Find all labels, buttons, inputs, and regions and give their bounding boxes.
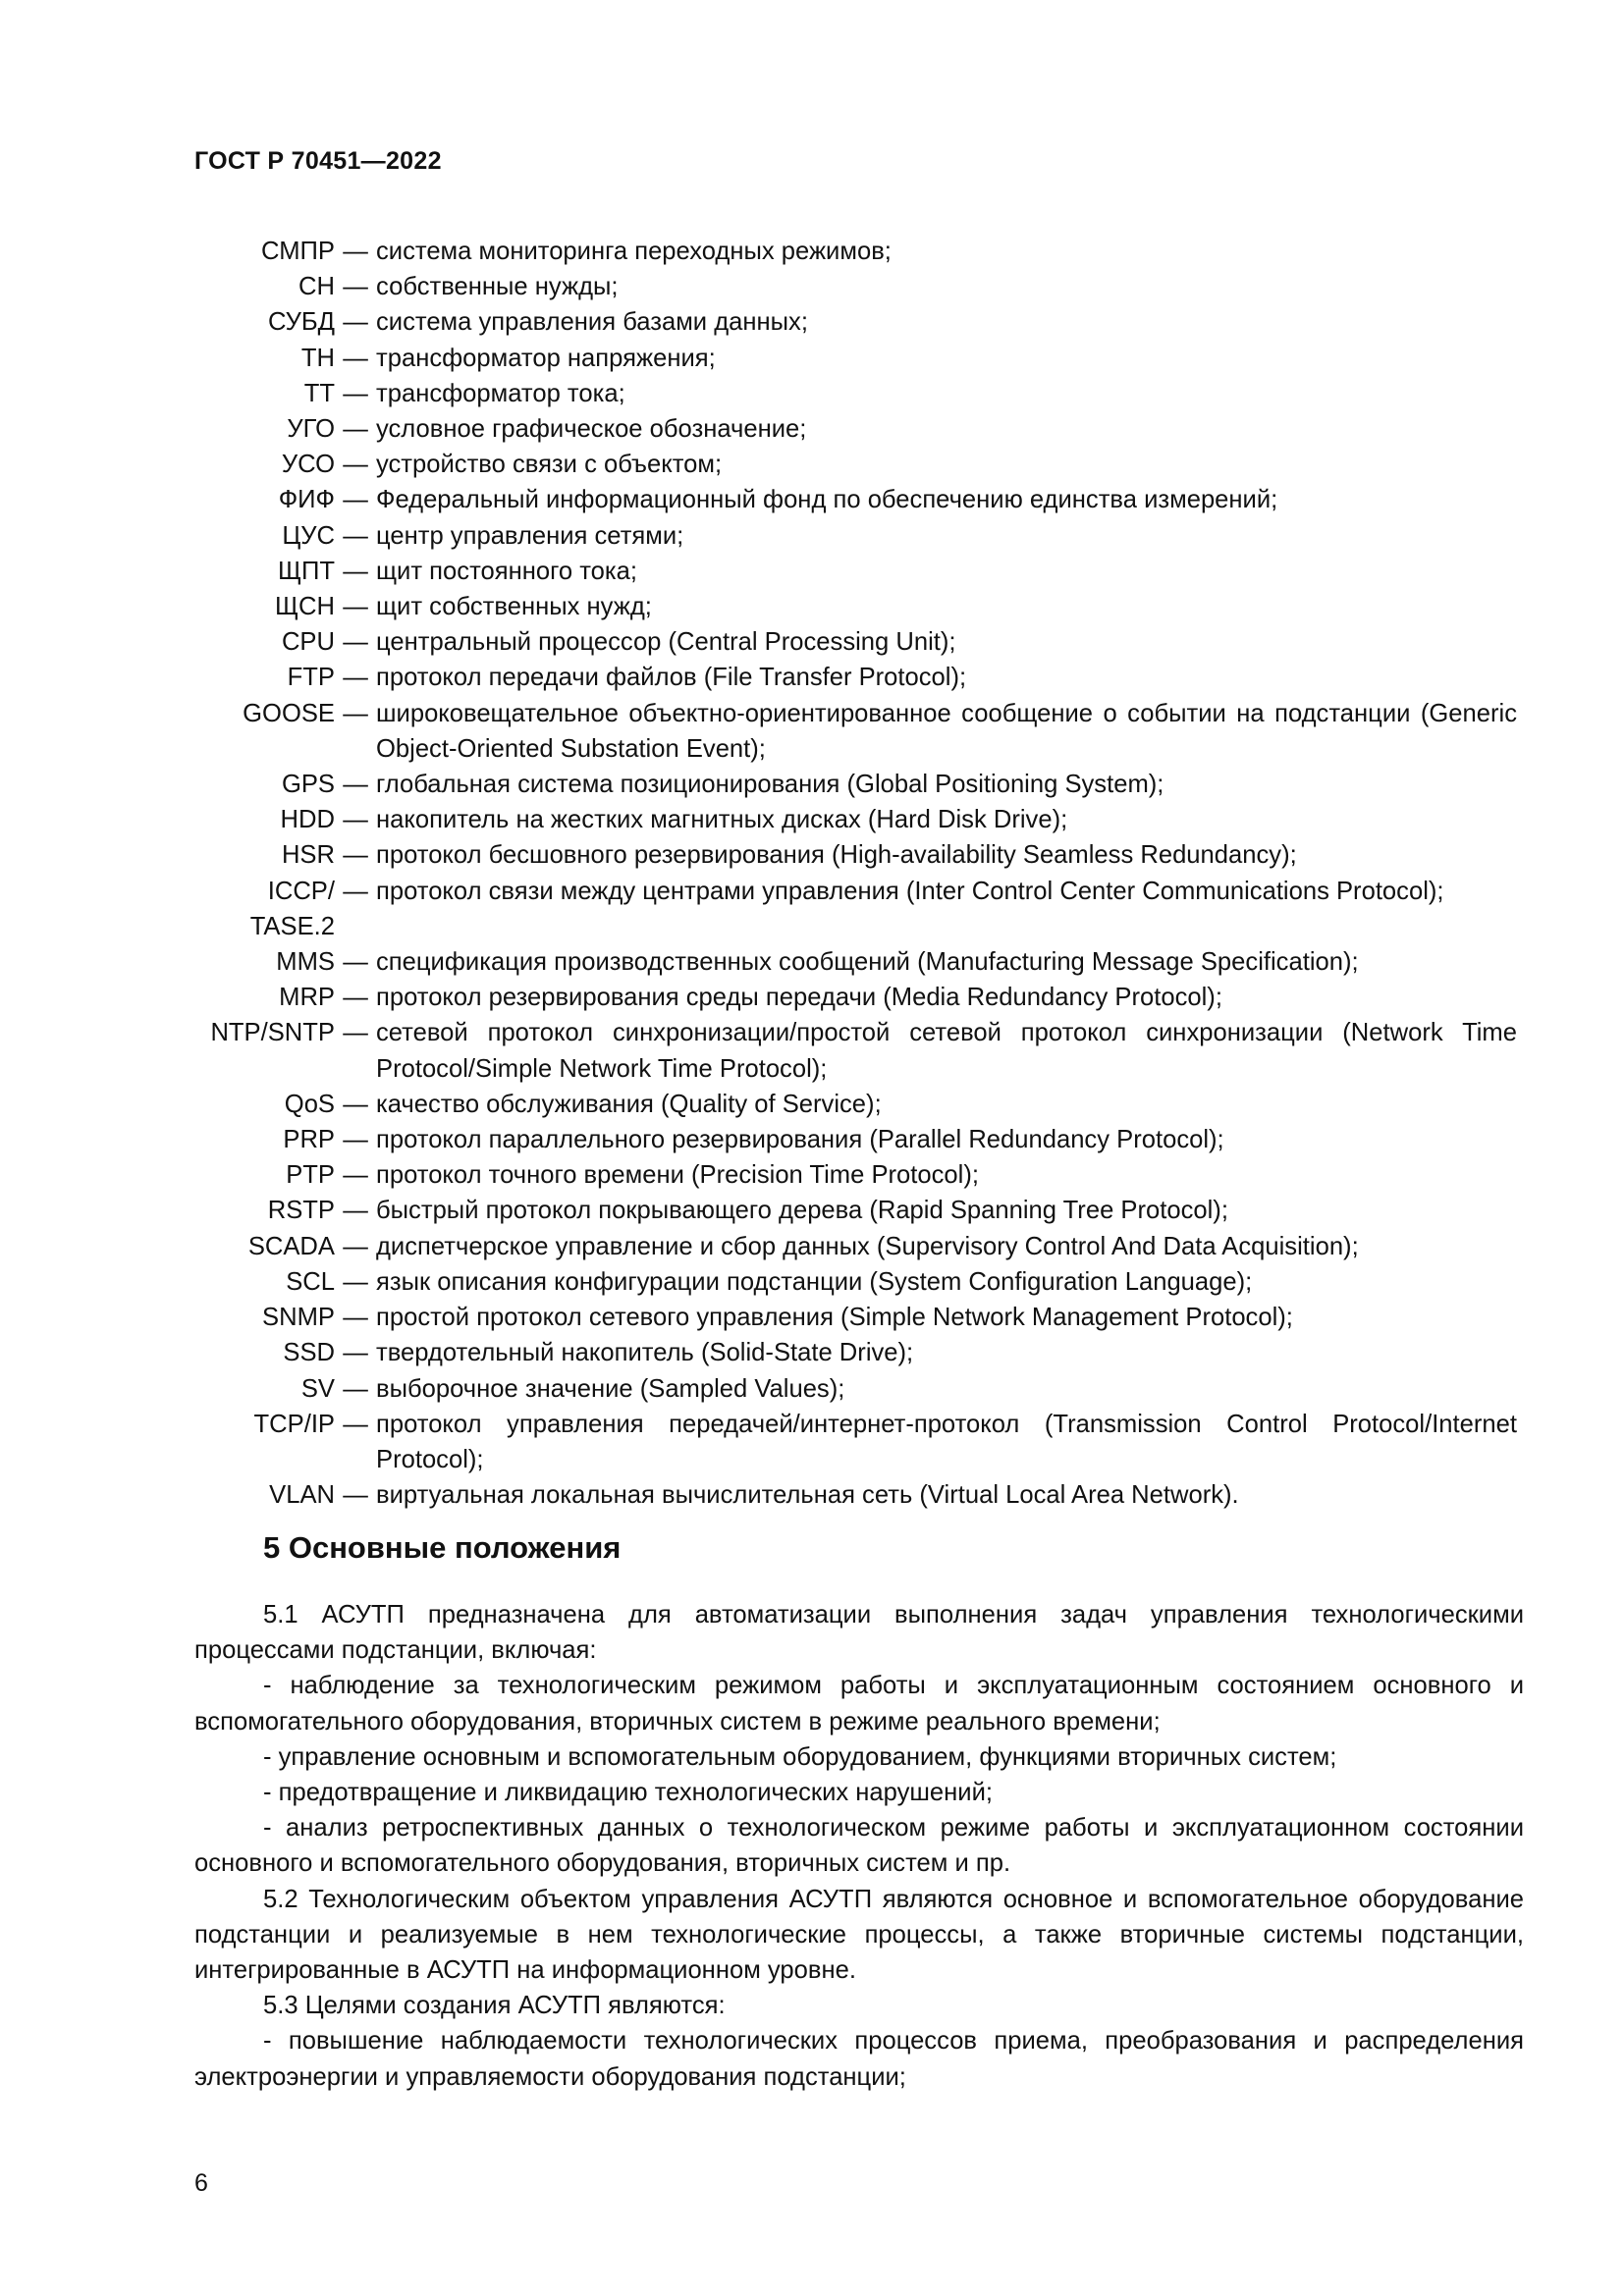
abbreviation-term: ТТ [303,379,335,407]
abbreviation-term: СМПР [261,238,335,265]
abbreviation-dash: — [343,1304,368,1332]
abbreviation-dash: — [343,308,368,337]
abbreviation-definition: протокол управления передачей/интернет-протокол (Transmission Control Protocol/Internet Protocol); [376,1410,1517,1473]
abbreviation-term: SCL [286,1267,335,1296]
body-paragraph: - управление основным и вспомогательным оборудованием, функциями вторичных систем; [263,1742,1337,1771]
page-number: 6 [194,2169,208,2197]
abbreviation-term: ЩПТ [277,557,335,585]
abbreviation-dash: — [343,1090,368,1118]
abbreviation-definition: трансформатор напряжения; [376,344,716,372]
abbreviation-dash: — [343,628,368,657]
abbreviation-row [187,1229,1524,1264]
abbreviation-definition: устройство связи с объектом; [376,451,723,479]
abbreviation-dash: — [343,1481,368,1510]
abbreviation-dash: — [343,379,368,407]
abbreviation-definition: простой протокол сетевого управления (Simple Network Management Protocol); [376,1304,1293,1332]
abbreviation-term: RSTP [267,1197,335,1225]
abbreviation-definition: трансформатор тока; [376,379,625,407]
body-paragraph: 5.2 Технологическим объектом управления АСУТП являются основное и вспомогательное оборудование подстанции и реализуемые в нем технологические процессы, а также вторичные системы подстанции, интегрированные в АСУТП на информационном уровне. [194,1885,1524,1985]
abbreviation-row [187,589,1524,624]
abbreviation-dash: — [343,806,368,834]
abbreviation-row [187,802,1524,837]
abbreviation-row [187,1157,1524,1193]
abbreviation-dash: — [343,877,368,905]
section-body [194,1597,1524,2095]
abbreviation-term: HSR [281,841,335,870]
abbreviation-dash: — [343,238,368,265]
abbreviation-list [187,234,1524,1513]
abbreviation-definition: условное графическое обозначение; [376,415,807,444]
abbreviation-definition: система мониторинга переходных режимов; [376,238,892,265]
body-paragraph: - повышение наблюдаемости технологических процессов приема, преобразования и распределения электроэнергии и управляемости оборудования подстанции; [194,2027,1524,2091]
abbreviation-definition: протокол передачи файлов (File Transfer Protocol); [376,664,967,692]
abbreviation-term: УСО [281,451,335,479]
abbreviation-dash: — [343,415,368,444]
abbreviation-term: ТН [300,344,335,372]
abbreviation-term: GPS [281,771,335,799]
abbreviation-dash: — [343,273,368,301]
abbreviation-definition: щит собственных нужд; [376,593,652,621]
abbreviation-row [187,1300,1524,1335]
section-title: 5 Основные положения [263,1530,622,1565]
abbreviation-row [187,980,1524,1015]
abbreviation-definition: протокол бесшовного резервирования (High-availability Seamless Redundancy); [376,841,1297,870]
abbreviation-dash: — [343,557,368,585]
abbreviation-term: MRP [279,984,335,1012]
abbreviation-dash: — [343,1232,368,1260]
abbreviation-definition: протокол параллельного резервирования (Parallel Redundancy Protocol); [376,1126,1224,1154]
abbreviation-term: СУБД [267,308,335,337]
abbreviation-definition: широковещательное объектно-ориентированное сообщение о событии на подстанции (Generic Object-Oriented Substation Event); [376,699,1517,763]
abbreviation-definition: протокол связи между центрами управления (Inter Control Center Communications Protocol); [376,877,1444,905]
abbreviation-term: PRP [283,1126,335,1154]
abbreviation-row [187,304,1524,340]
abbreviation-term: GOOSE [243,699,335,727]
abbreviation-definition: собственные нужды; [376,273,619,301]
abbreviation-definition: центр управления сетями; [376,521,684,550]
abbreviation-term: MMS [276,948,335,977]
abbreviation-row [187,1015,1524,1086]
abbreviation-term: SSD [283,1339,335,1367]
abbreviation-definition: диспетчерское управление и сбор данных (Supervisory Control And Data Acquisition); [376,1232,1359,1260]
abbreviation-definition: быстрый протокол покрывающего дерева (Rapid Spanning Tree Protocol); [376,1197,1228,1225]
abbreviation-row [187,376,1524,411]
abbreviation-definition: твердотельный накопитель (Solid-State Drive); [376,1339,914,1367]
abbreviation-dash: — [343,841,368,870]
abbreviation-term: NTP/SNTP [210,1019,335,1047]
abbreviation-definition: Федеральный информационный фонд по обеспечению единства измерений; [376,486,1278,514]
abbreviation-term: QoS [284,1090,335,1118]
abbreviation-row [187,1477,1524,1513]
abbreviation-row [187,554,1524,589]
abbreviation-dash: — [343,699,368,727]
abbreviation-definition: протокол точного времени (Precision Time Protocol); [376,1161,979,1190]
standard-header: ГОСТ Р 70451—2022 [194,147,442,175]
abbreviation-dash: — [343,344,368,372]
abbreviation-row [187,660,1524,695]
abbreviation-row [187,341,1524,376]
abbreviation-dash: — [343,984,368,1012]
abbreviation-row [187,518,1524,554]
abbreviation-dash: — [343,451,368,479]
abbreviation-row [187,1122,1524,1157]
abbreviation-row [187,1087,1524,1122]
abbreviation-dash: — [343,771,368,799]
abbreviation-term: TCP/IP [253,1410,335,1438]
abbreviation-row [187,411,1524,447]
abbreviation-definition: щит постоянного тока; [376,557,637,585]
abbreviation-row [187,269,1524,304]
body-paragraph: - анализ ретроспективных данных о технологическом режиме работы и эксплуатационном состоянии основного и вспомогательного оборудования, вторичных систем и пр. [194,1814,1524,1878]
abbreviation-dash: — [343,1126,368,1154]
abbreviation-definition: протокол резервирования среды передачи (Media Redundancy Protocol); [376,984,1222,1012]
abbreviation-dash: — [343,1197,368,1225]
abbreviation-dash: — [343,1374,368,1403]
abbreviation-row [187,1335,1524,1370]
abbreviation-term: FTP [287,664,335,692]
abbreviation-row [187,1371,1524,1407]
abbreviation-row [187,767,1524,802]
abbreviation-definition: сетевой протокол синхронизации/простой сетевой протокол синхронизации (Network Time Protocol/Simple Network Time Protocol); [376,1019,1517,1083]
abbreviation-term: ФИФ [278,486,335,514]
abbreviation-definition: качество обслуживания (Quality of Service); [376,1090,882,1118]
abbreviation-term: ЩСН [275,593,335,621]
abbreviation-term: УГО [287,415,335,444]
abbreviation-row [187,874,1524,944]
abbreviation-row [187,837,1524,873]
abbreviation-definition: глобальная система позиционирования (Global Positioning System); [376,771,1164,799]
abbreviation-dash: — [343,593,368,621]
body-paragraph: 5.3 Целями создания АСУТП являются: [263,1992,726,2020]
abbreviation-dash: — [343,1161,368,1190]
abbreviation-definition: спецификация производственных сообщений (Manufacturing Message Specification); [376,948,1359,977]
abbreviation-dash: — [343,1410,368,1438]
abbreviation-row [187,624,1524,660]
abbreviation-term: СН [298,273,335,301]
abbreviation-term: ЦУС [282,521,335,550]
body-paragraph: - предотвращение и ликвидацию технологических нарушений; [263,1779,994,1807]
abbreviation-definition: виртуальная локальная вычислительная сеть (Virtual Local Area Network). [376,1481,1239,1510]
abbreviation-term: HDD [280,806,335,834]
abbreviation-definition: центральный процессор (Central Processing Unit); [376,628,956,657]
abbreviation-term: SV [300,1374,335,1403]
abbreviation-definition: накопитель на жестких магнитных дисках (Hard Disk Drive); [376,806,1068,834]
abbreviation-row [187,1264,1524,1300]
abbreviation-term: SCADA [247,1232,335,1260]
abbreviation-definition: язык описания конфигурации подстанции (System Configuration Language); [376,1267,1253,1296]
abbreviation-dash: — [343,521,368,550]
abbreviation-row [187,482,1524,517]
abbreviation-row [187,447,1524,482]
abbreviation-term: SNMP [262,1304,335,1332]
abbreviation-row [187,234,1524,269]
abbreviation-dash: — [343,948,368,977]
body-paragraph: 5.1 АСУТП предназначена для автоматизации выполнения задач управления технологическими процессами подстанции, включая: [194,1601,1524,1665]
abbreviation-definition: система управления базами данных; [376,308,808,337]
body-paragraph: - наблюдение за технологическим режимом работы и эксплуатационным состоянием основного и вспомогательного оборудования, вторичных систем в режиме реального времени; [194,1672,1524,1735]
abbreviation-definition: выборочное значение (Sampled Values); [376,1374,845,1403]
abbreviation-dash: — [343,1339,368,1367]
abbreviation-dash: — [343,1019,368,1047]
abbreviation-row [187,1193,1524,1228]
abbreviation-term: VLAN [269,1481,335,1510]
abbreviation-term: PTP [286,1161,335,1190]
abbreviation-row [187,696,1524,767]
abbreviation-term: CPU [281,628,335,657]
abbreviation-row [187,1407,1524,1477]
abbreviation-dash: — [343,486,368,514]
abbreviation-term: ICCP/ TASE.2 [249,877,335,940]
abbreviation-dash: — [343,1267,368,1296]
abbreviation-dash: — [343,664,368,692]
abbreviation-row [187,944,1524,980]
